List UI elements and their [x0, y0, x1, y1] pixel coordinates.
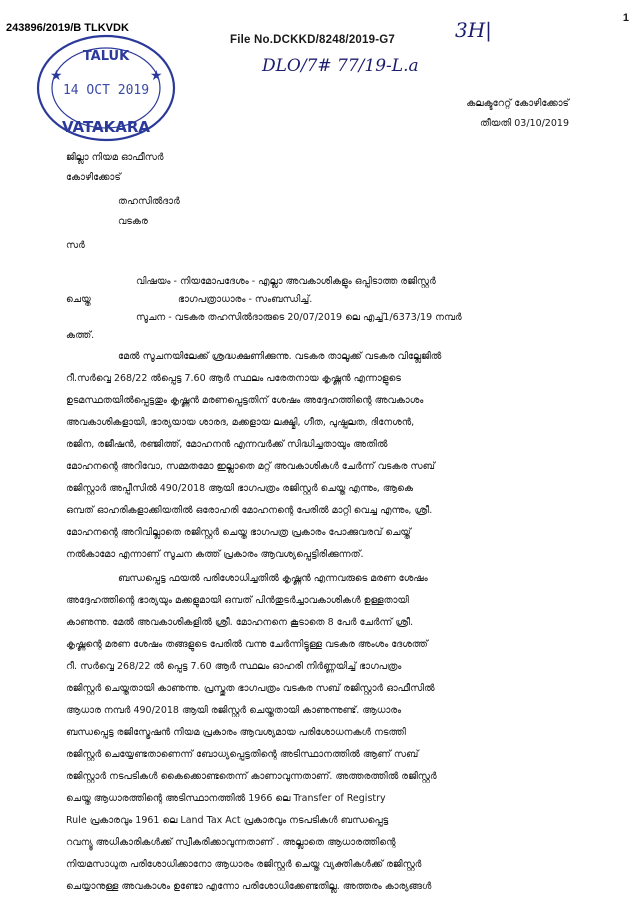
subject-line-2-right: ഭാഗപത്രാധാരം - സംബന്ധിച്ച്. [178, 294, 313, 305]
to-line-2: വടകര [118, 216, 148, 227]
stamp-top-text: TALUK [82, 49, 130, 64]
paragraph-line: രജിസ്റ്റാർ അപ്പീസിൽ 490/2018 ആയി ഭാഗപത്രം രജിസ്റ്റർ ചെയ്ത എന്നും, ആകെ [66, 483, 414, 494]
stamp-star-icon: ★ [150, 68, 163, 84]
salutation: സർ [66, 240, 85, 251]
handwritten-page-mark: 3H| [455, 18, 492, 42]
paragraph-line: മേൽ സൂചനയിലേക്ക് ശ്രദ്ധക്ഷണിക്കുന്നു. വടകര താലൂക്ക് വടകര വില്ലേജിൽ [118, 351, 442, 362]
paragraph-line: മോഹനന്റെ അറിവോ, സമ്മതമോ ഇല്ലാതെ മറ്റ് അവകാശികൾ ചേർന്ന് വടകര സബ് [66, 461, 435, 472]
issue-date: തീയതി 03/10/2019 [480, 118, 569, 129]
issuer-block [466, 94, 569, 134]
page-number: 1 [622, 12, 629, 24]
subject-line-1: വിഷയം - നിയമോപദേശം - എല്ലാ അവകാശികളും ഒപ്പിടാത്ത രജിസ്റ്റർ [136, 276, 436, 287]
document-reference-id: 243896/2019/B TLKVDK [6, 22, 129, 34]
paragraph-line: അദ്ദേഹത്തിന്റെ ഭാര്യയും മക്കളുമായി ഒമ്പത് പിൻതുടർച്ചാവകാശികൾ ഉള്ളതായി [66, 595, 409, 606]
handwritten-reference: DLO/7# 77/19-L.a [262, 56, 419, 76]
paragraph-line: മോഹനന്റെ അറിവില്ലാതെ രജിസ്റ്റർ ചെയ്ത ഭാഗപത്ര പ്രകാരം പോക്കുവരവ് ചെയ്ത് [66, 527, 411, 538]
paragraph-line: ഉടമസ്ഥതയിൽപ്പെട്ടതും കൃഷ്ണൻ മരണപ്പെട്ടതിന് ശേഷം അദ്ദേഹത്തിന്റെ അവകാശം [66, 395, 424, 406]
paragraph-line: റീ.സർവ്വെ 268/22 ൽപ്പെട്ട 7.60 ആർ സ്ഥലം പരേതനായ കൃഷ്ണൻ എന്നാളുടെ [66, 373, 401, 384]
paragraph-line: റീ. സർവ്വെ 268/22 ൽ പ്പെട്ട 7.60 ആർ സ്ഥലം ഓഹരി നിർണ്ണയിച്ച് ഭാഗപത്രം [66, 661, 402, 672]
issuer-office: കലക്ടറേറ്റ് കോഴിക്കോട് [466, 98, 569, 109]
paragraph-line: കൃഷ്ണന്റെ മരണ ശേഷം തങ്ങളുടെ പേരിൽ വന്നു ചേർന്നിട്ടുള്ള വടകര അംശം ദേശത്ത് [66, 639, 428, 650]
paragraph-line: ചെയ്ത ആധാരത്തിന്റെ അടിസ്ഥാനത്തിൽ 1966 ലെ Transfer of Registry [66, 793, 386, 804]
subject-line-2-left: ചെയ്ത [66, 294, 91, 305]
paragraph-line: റവന്യൂ അധികാരികൾക്ക് സ്വീകരിക്കാവുന്നതാണ് . അല്ലാതെ ആധാരത്തിന്റെ [66, 837, 396, 848]
paragraph-line: രജിസ്റ്റാർ നടപടികൾ കൈക്കൊണ്ടതെന്ന് കാണാവുന്നതാണ്. അത്തരത്തിൽ രജിസ്റ്റർ [66, 771, 437, 782]
file-number: File No.DCKKD/8248/2019-G7 [230, 34, 395, 46]
from-line-1: ജില്ലാ നിയമ ഓഫീസർ [66, 152, 164, 163]
stamp-star-icon: ★ [50, 68, 63, 84]
body-paragraph-2 [66, 568, 576, 898]
paragraph-line: അവകാശികളായി, ഭാര്യയായ ശാരദ, മക്കളായ ലക്ഷ്മി, ഗീത, പുഷ്പലത, ദിനേശൻ, [66, 417, 415, 428]
paragraph-line: Rule പ്രകാരവും 1961 ലെ Land Tax Act പ്രകാരവും നടപടികൾ ബന്ധപ്പെട്ട [66, 815, 389, 826]
paragraph-line: ചെയ്യാനുള്ള അവകാശം ഉണ്ടോ എന്നോ പരിശോധിക്കേണ്ടതില്ല. അത്തരം കാര്യങ്ങൾ [66, 881, 432, 892]
body-paragraph-1 [66, 346, 576, 566]
paragraph-line: രജിസ്റ്റർ ചെയ്യേണ്ടതാണെന്ന് ബോധ്യപ്പെട്ടതിന്റെ അടിസ്ഥാനത്തിൽ ആണ് സബ് [66, 749, 419, 760]
office-seal-stamp [18, 18, 183, 148]
from-address [66, 148, 164, 188]
stamp-place: VATAKARA [61, 118, 151, 136]
stamp-date: 14 OCT 2019 [62, 83, 150, 98]
to-line-1: തഹസിൽദാർ [118, 196, 180, 207]
paragraph-line: നൽകാമോ എന്നാണ് സൂചന കത്ത് പ്രകാരം ആവശ്യപ്പെട്ടിരിക്കുന്നത്. [66, 549, 364, 560]
paragraph-line: ബന്ധപ്പെട്ട രജിസ്ട്രേഷൻ നിയമ പ്രകാരം ആവശ്യമായ പരിശോധനകൾ നടത്തി [66, 727, 406, 738]
to-address [118, 192, 180, 232]
from-line-2: കോഴിക്കോട് [66, 172, 121, 183]
paragraph-line: ബന്ധപ്പെട്ട ഫയൽ പരിശോധിച്ചതിൽ കൃഷ്ണൻ എന്നവരുടെ മരണ ശേഷം [118, 573, 428, 584]
paragraph-line: ആധാര നമ്പർ 490/2018 ആയി രജിസ്റ്റർ ചെയ്തതായി കാണുന്നുണ്ട്. ആധാരം [66, 705, 402, 716]
paragraph-line: നിയമസാധുത പരിശോധിക്കാനോ ആധാരം രജിസ്റ്റർ ചെയ്ത വ്യക്തികൾക്ക് രജിസ്റ്റർ [66, 859, 422, 870]
paragraph-line: രജിന, രജീഷൻ, രഞ്ജിത്ത്, മോഹനൻ എന്നവർക്ക് സിദ്ധിച്ചതായും അതിൽ [66, 439, 388, 450]
paragraph-line: ഒമ്പത് ഓഹരികളാക്കിയതിൽ ഒരോഹരി മോഹനന്റെ പേരിൽ മാറ്റി വെച്ച എന്നും, ശ്രീ. [66, 505, 433, 516]
reference-line-end: കത്ത്. [66, 330, 95, 341]
paragraph-line: രജിസ്റ്റർ ചെയ്തതായി കാണുന്നു. പ്രസ്തുത ഭാഗപത്രം വടകര സബ് രജിസ്റ്റാർ ഓഫീസിൽ [66, 683, 435, 694]
reference-line: സൂചന - വടകര തഹസിൽദാരുടെ 20/07/2019 ലെ എച്ച്1/6373/19 നമ്പർ [136, 312, 462, 323]
paragraph-line: കാണുന്നു. മേൽ അവകാശികളിൽ ശ്രീ. മോഹനനെ കൂടാതെ 8 പേർ ചേർന്ന് ശ്രീ. [66, 617, 414, 628]
